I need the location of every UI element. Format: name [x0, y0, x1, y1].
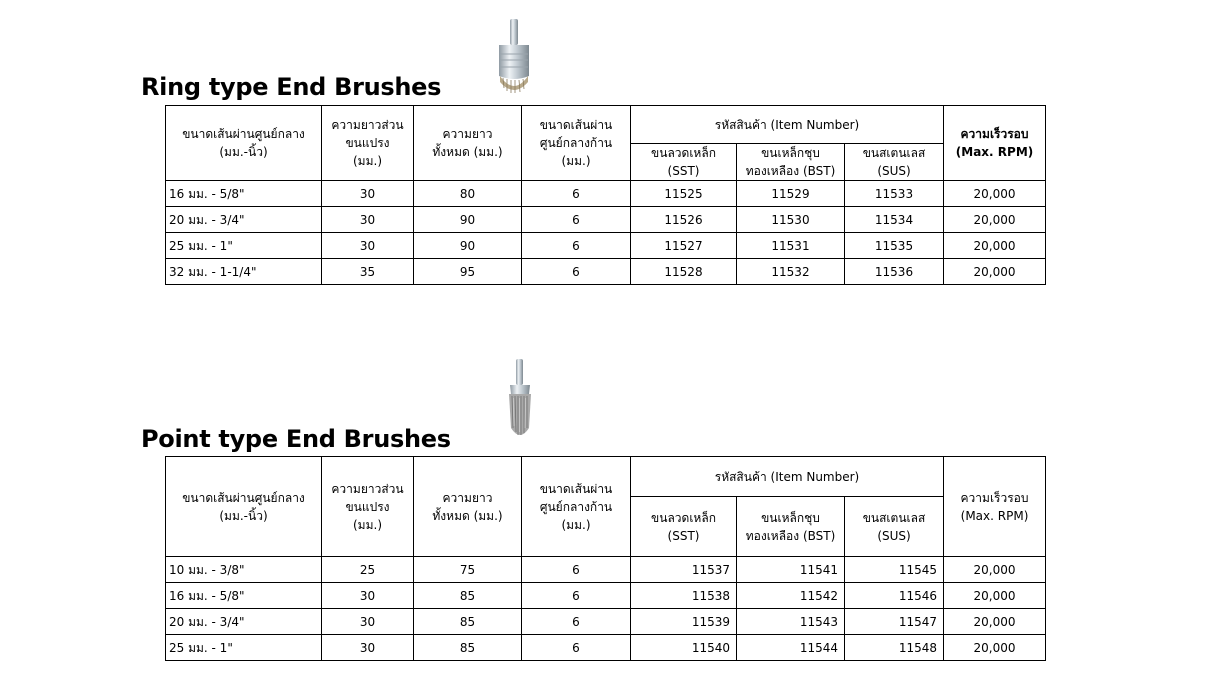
table-row — [166, 557, 1046, 583]
sst-cell: 11526 — [631, 207, 737, 233]
header-sst: ขนลวดเหล็ก (SST) — [631, 497, 737, 557]
bst-cell: 11542 — [737, 583, 845, 609]
sst-cell: 11525 — [631, 181, 737, 207]
sst-cell: 11538 — [631, 583, 737, 609]
bristle-cell: 30 — [322, 609, 414, 635]
sst-cell: 11540 — [631, 635, 737, 661]
header-diameter: ขนาดเส้นผ่านศูนย์กลาง (มม.-นิ้ว) — [166, 457, 322, 557]
sst-cell: 11528 — [631, 259, 737, 285]
size-cell: 20 มม. - 3/4" — [166, 609, 322, 635]
size-cell: 20 มม. - 3/4" — [166, 207, 322, 233]
sus-cell: 11548 — [845, 635, 944, 661]
table-row — [166, 259, 1046, 285]
header-item-number: รหัสสินค้า (Item Number) — [631, 457, 944, 497]
size-cell: 16 มม. - 5/8" — [166, 583, 322, 609]
shank-cell: 6 — [522, 609, 631, 635]
header-bristle-length: ความยาวส่วน ขนแปรง (มม.) — [322, 106, 414, 181]
rpm-cell: 20,000 — [944, 207, 1046, 233]
header-bst: ขนเหล็กชุบ ทองเหลือง (BST) — [737, 497, 845, 557]
bst-cell: 11531 — [737, 233, 845, 259]
header-total-length: ความยาว ทั้งหมด (มม.) — [414, 106, 522, 181]
table-row — [166, 583, 1046, 609]
total-cell: 85 — [414, 635, 522, 661]
rpm-cell: 20,000 — [944, 259, 1046, 285]
sus-cell: 11547 — [845, 609, 944, 635]
total-cell: 75 — [414, 557, 522, 583]
size-cell: 10 มม. - 3/8" — [166, 557, 322, 583]
bst-cell: 11530 — [737, 207, 845, 233]
header-item-number: รหัสสินค้า (Item Number) — [631, 106, 944, 144]
bristle-cell: 30 — [322, 583, 414, 609]
header-rpm: ความเร็วรอบ (Max. RPM) — [944, 106, 1046, 181]
bst-cell: 11541 — [737, 557, 845, 583]
header-rpm: ความเร็วรอบ (Max. RPM) — [944, 457, 1046, 557]
total-cell: 85 — [414, 609, 522, 635]
table-row — [166, 635, 1046, 661]
sst-cell: 11537 — [631, 557, 737, 583]
ring-section-title: Ring type End Brushes — [141, 73, 442, 101]
table-row — [166, 233, 1046, 259]
bst-cell: 11532 — [737, 259, 845, 285]
ring-brush-image — [493, 18, 535, 98]
bristle-cell: 30 — [322, 635, 414, 661]
size-cell: 25 มม. - 1" — [166, 635, 322, 661]
shank-cell: 6 — [522, 583, 631, 609]
shank-cell: 6 — [522, 635, 631, 661]
sst-cell: 11527 — [631, 233, 737, 259]
size-cell: 25 มม. - 1" — [166, 233, 322, 259]
header-sst: ขนลวดเหล็ก (SST) — [631, 144, 737, 181]
header-shank-diameter: ขนาดเส้นผ่าน ศูนย์กลางก้าน (มม.) — [522, 106, 631, 181]
header-sus: ขนสเตนเลส (SUS) — [845, 144, 944, 181]
point-section-title: Point type End Brushes — [141, 425, 451, 453]
point-spec-table — [165, 456, 1046, 661]
point-brush-image — [505, 358, 535, 442]
total-cell: 95 — [414, 259, 522, 285]
bst-cell: 11543 — [737, 609, 845, 635]
shank-cell: 6 — [522, 557, 631, 583]
shank-cell: 6 — [522, 233, 631, 259]
rpm-cell: 20,000 — [944, 583, 1046, 609]
sus-cell: 11535 — [845, 233, 944, 259]
table-row — [166, 181, 1046, 207]
shank-cell: 6 — [522, 181, 631, 207]
header-shank-diameter: ขนาดเส้นผ่าน ศูนย์กลางก้าน (มม.) — [522, 457, 631, 557]
header-sus: ขนสเตนเลส (SUS) — [845, 497, 944, 557]
bristle-cell: 30 — [322, 207, 414, 233]
size-cell: 32 มม. - 1-1/4" — [166, 259, 322, 285]
table-row — [166, 207, 1046, 233]
size-cell: 16 มม. - 5/8" — [166, 181, 322, 207]
rpm-cell: 20,000 — [944, 233, 1046, 259]
header-diameter: ขนาดเส้นผ่านศูนย์กลาง (มม.-นิ้ว) — [166, 106, 322, 181]
header-bristle-length: ความยาวส่วน ขนแปรง (มม.) — [322, 457, 414, 557]
rpm-cell: 20,000 — [944, 181, 1046, 207]
header-bst: ขนเหล็กชุบ ทองเหลือง (BST) — [737, 144, 845, 181]
total-cell: 90 — [414, 207, 522, 233]
sst-cell: 11539 — [631, 609, 737, 635]
bst-cell: 11529 — [737, 181, 845, 207]
rpm-cell: 20,000 — [944, 635, 1046, 661]
table-row — [166, 609, 1046, 635]
sus-cell: 11533 — [845, 181, 944, 207]
total-cell: 90 — [414, 233, 522, 259]
total-cell: 85 — [414, 583, 522, 609]
header-total-length: ความยาว ทั้งหมด (มม.) — [414, 457, 522, 557]
rpm-cell: 20,000 — [944, 609, 1046, 635]
sus-cell: 11534 — [845, 207, 944, 233]
rpm-cell: 20,000 — [944, 557, 1046, 583]
sus-cell: 11545 — [845, 557, 944, 583]
ring-spec-table — [165, 105, 1046, 285]
shank-cell: 6 — [522, 259, 631, 285]
bristle-cell: 25 — [322, 557, 414, 583]
sus-cell: 11536 — [845, 259, 944, 285]
bristle-cell: 30 — [322, 181, 414, 207]
bristle-cell: 35 — [322, 259, 414, 285]
sus-cell: 11546 — [845, 583, 944, 609]
bristle-cell: 30 — [322, 233, 414, 259]
total-cell: 80 — [414, 181, 522, 207]
bst-cell: 11544 — [737, 635, 845, 661]
shank-cell: 6 — [522, 207, 631, 233]
